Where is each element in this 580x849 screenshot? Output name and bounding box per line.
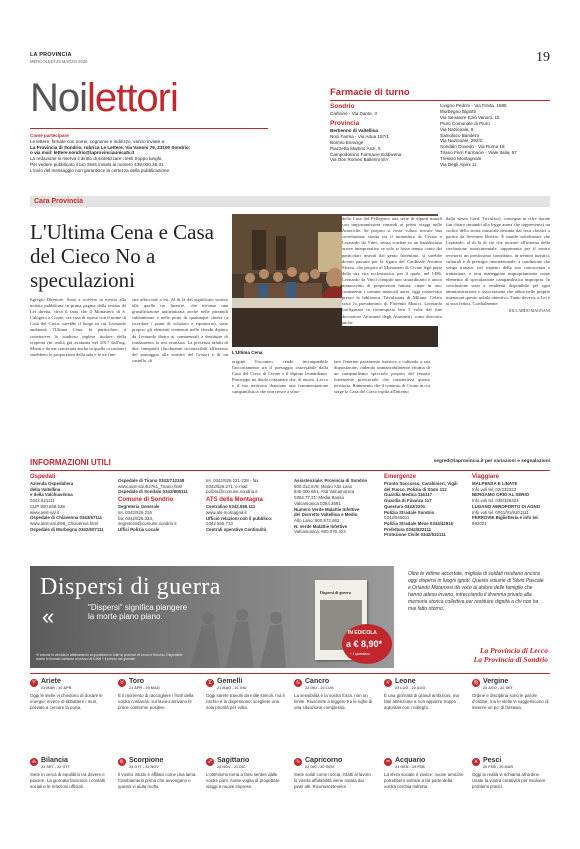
horoscope-sign-name: Toro	[129, 678, 145, 685]
info-line: CUP 800.638.638	[30, 503, 65, 509]
horoscope-dates: 21 APR - 20 MAG	[129, 686, 160, 690]
horoscope-dates: 22 DIC - 20 GEN	[305, 765, 334, 769]
intro-line: La redazione si riserva il diritto di sintetizzare i testi troppo lunghi.	[30, 156, 163, 162]
farmacie-item: Morbegno Bigiotti	[440, 108, 476, 114]
zodiac-acquario-icon: ♒	[385, 759, 391, 765]
book-cover-title: Dispersi di guerra	[320, 590, 351, 595]
info-col-assistenziale	[294, 478, 380, 535]
zodiac-scorpione-icon: ♏	[119, 759, 125, 765]
horoscope-dates: 21 MAG - 21 GIU	[217, 686, 247, 690]
horoscope-dates: 21 MAR - 20 APR	[41, 686, 72, 690]
farmacie-col-2	[440, 103, 552, 168]
info-divider	[30, 470, 550, 471]
zodiac-bilancia-icon: ♎	[31, 759, 37, 765]
farmacie-item: Via Nazionale, 5	[440, 126, 474, 132]
info-line: 892021	[472, 520, 487, 526]
horoscope-sign-name: Gemelli	[217, 678, 243, 685]
info-line: Numero Verde Malattie Infettive	[294, 506, 360, 512]
farmacie-item: Bormio Enrange	[330, 139, 364, 145]
farmacie-divider	[330, 100, 550, 101]
info-col-ats	[206, 478, 290, 533]
info-line: 840.000.661; Alta Valcamonica	[294, 489, 355, 495]
info-heading-ats: ATS della Montagna	[206, 497, 263, 504]
info-heading-ospedali: Ospedali	[30, 474, 56, 480]
horoscope-text: È una giornata di grandi ambizioni, ma fate attenzione a non apparire troppo autoritari con i colleghi.	[384, 693, 459, 710]
horoscope-dates: 23 LUG - 22 AGO	[395, 686, 426, 690]
horoscope-sign-name: Leone	[395, 678, 416, 685]
horoscope-text: La sfera sociale è vivace: nuove amicizie potrebbero entrare a far parte della vostra cerchia ristretta.	[384, 772, 464, 789]
info-line: tel. 0342/526.221-228 - fax	[206, 478, 259, 483]
zodiac-ariete-icon: ♈	[31, 680, 37, 686]
farmacie-item: Carbone - Via Dante, 3	[330, 111, 377, 116]
farmacie-item: Sondalo Dovedo - Via Roma 18	[440, 144, 505, 150]
info-line: LUGANO AEROPORTO DI AGNO	[472, 503, 541, 509]
article-col-2: stre affacciate a est. Al di là del significato sotteso alle quelle tre finestre, che trovano una giustificazione antitrinitaria anche nelle piramidi sublaminare e nelle porte di qualunque chiesa (a ricordare i punti di solstizio e equinozio), sono proprio gli elementi contenuti nello sfondo dipinto da Leonardo dietro ai commensali a destituire di fondamento la tesi avanzata. La presenza infatti di due campanili (facilmente riconoscibili all'interno del paesaggio alla sinistra del Cristo) e di un castello, di	[132, 297, 228, 363]
horoscope-dates: 23 OTT - 22 NOV	[129, 765, 159, 769]
horoscope-text: L'ottimismo torna a farsi sentire dalle vostre parti. Avete voglia di progettare viaggi a nuove imprese.	[206, 772, 280, 789]
info-line: Centrali operative Continuità	[206, 526, 267, 532]
horoscope-sign-name: Capricorno	[305, 757, 343, 764]
info-line: Pronto Soccorso, Carabinieri, Vigili	[384, 481, 458, 486]
info-title: INFORMAZIONI UTILI	[30, 458, 111, 467]
article-col-6	[446, 216, 550, 315]
info-line: del Distretto Valtellina e Medio	[294, 512, 358, 518]
intro-line: Per vedere pubblicato il tuo SMS invialo al numero 439.000.36.31	[30, 161, 164, 167]
article-col-1: Egregio Direttore, Sono a scrivere in merito alla notizia pubblicata in prima pagina dalla testata da Lei diretta, circa il fatto che il Monastero di S. Calogero a Civate, ora casa di riposo con il nome di Casa del Cieco, sarebbe il luogo in cui Leonardo ambientò l'Ultima Cena. In particolare, a convincere lo studioso inglese titolare della scoperta (in realtà già avanzata nel 2017 dall'ing. Monti e da me contestata anche in quella occasione) sarebbero le proporzioni della sala e le tre fine-	[30, 297, 126, 357]
info-line: Info voli tel. 0041/91/6101111	[472, 509, 529, 515]
zodiac-gemelli-icon: ♊	[207, 680, 213, 686]
issue-date: MERCOLEDÌ 25 MARZO 2026	[30, 59, 88, 64]
farmacie-item: Via Degli Alpini 11	[440, 162, 477, 168]
info-col-emergenze	[384, 474, 468, 538]
info-line: Ufficio relazioni con il pubblico:	[206, 515, 273, 521]
info-line: Valcamonica 0364.3691	[294, 500, 341, 506]
info-line: Alto Lario: 800.572.662	[294, 517, 340, 523]
info-mail[interactable]: segred@laprovincia.it per variazioni e segnalazioni	[433, 459, 550, 464]
price-badge-note: + il quotidiano	[350, 652, 370, 656]
info-line: MALPENSA E LINATE	[472, 481, 518, 486]
article-col-5: della Casa del Pellegrino una serie di dipinti murali con importantissimi rimandi ai primi viaggi nelle Americhe. Se proprio si fosse voluto trovare una correlazione stretta tra il monastero di Civate e Leonardo da Vinci, senza scadere in un banalissimo errore interpretativo se solo si fosse tenuto conto dei particolari inseriti dal genio fiorentino, si sarebbe dovuti passare per la figura del Cardinale Ascanio Sforza, che proprio al Monastero di Civate legò parte della sua vita ecclesiastica, per il quale, nel 1486, Leonardo da Vinci compilò uno straordinario e unico manoscritto di proporzioni fattura, citate in uso, contenente i comuni musicali aurei, oggi conservato presso la biblioteca Trivulziana di Milano. Celato sotto lo pseudonimo di Florentii Musici, Leonardo (raffigurato in frontespizio ben 5 volte dal fine decoratore Attavante degli Attavanti), come descritto anche	[342, 216, 442, 325]
section-title	[30, 76, 178, 120]
farmacie-item: Campodolcino Farmacie Eddiwena	[330, 151, 402, 157]
info-heading-viaggiare: Viaggiare	[472, 474, 499, 480]
info-line: Ospedale di Sondalo 0342/808111	[118, 489, 188, 495]
horoscope-sign-name: Acquario	[395, 757, 426, 764]
info-line: Valcamonica: 800.076.323	[294, 529, 346, 535]
info-col-comune	[118, 478, 202, 533]
info-col-ospedali	[30, 474, 114, 532]
image-caption: L'Ultima Cena	[232, 350, 263, 355]
info-line: BERGAMO ORIO AL SERIO	[472, 492, 530, 498]
info-line: Questura 0342/2201	[384, 503, 426, 509]
farmacie-item: Samolaco Bandera	[440, 132, 480, 138]
farmacie-item: Piazzetta Martino Anzi, 5	[330, 145, 381, 151]
info-line: 0342.555.713	[206, 521, 233, 527]
info-line: e della Valchiavenna	[30, 492, 73, 498]
article-col-6-text: dallo stesso Card. Trivulzio), consegna in cifre dorate (un chiaro rimando alla legge aurea che rappresenta) un codice della storia musicale desunta dai testi classici a partire da Severino Boezio. È inutile sottolineare che Leonardo, al di là di ciò che incarnò all'interno della rivoluzione rinascimentale, rappresenta per il nostro territorio un prestissimo contributo, in termini turistici, culturali e di prestigio internazionale, a condizione che venga trattato; nel rispetto della sua conoscenza e trattazione, e non maneggiato impropriamente come elemento di speculazione campanilistica impropria. In conclusione sono a rendermi disponibile per ogni amministrazione o associazione che abbia nelle proprie intenzioni questo nobile obiettivo. Tanto doveva, a Lei e ai suoi lettori. Cordialmente	[446, 216, 550, 307]
article-title: L'Ultima Cena e Casa del Cieco No a speculazioni	[30, 220, 214, 292]
info-line: 800.312.678; Medio Alto Lario	[294, 483, 353, 489]
horoscope-text: La sensibilità è la vostra forza, non un limite. Riuscirete a leggere tra le righe di una situazione complessa.	[294, 693, 373, 710]
info-line: Polizia Stradale Mese 0343/42816	[384, 520, 454, 526]
section-bar-label: Cara Provincia	[34, 197, 84, 205]
zodiac-capricorno-icon: ♑	[295, 759, 301, 765]
info-line: Azienda Ospedaliera	[30, 481, 74, 486]
price-badge-label: IN EDICOLA	[348, 630, 377, 636]
title-divider	[30, 128, 268, 129]
horoscope-sign-name: Sagittario	[217, 757, 250, 764]
info-line[interactable]: polizia@comune.sondrio.it	[206, 489, 258, 495]
intro-label: Come partecipare	[30, 133, 69, 138]
section-bar	[30, 196, 550, 207]
info-line: Info voli tel. 035/326323	[472, 498, 519, 504]
info-col-viaggiare	[472, 474, 552, 527]
intro-email-line[interactable]: o via mail: lettere.sondrio@laprovinciaunicatv.it	[30, 150, 135, 156]
intro-line: L'invio del messaggio non garantisce la certezza della pubblicazione.	[30, 167, 171, 173]
intro-line: La Provincia di Sondrio, rubrica Le Lettere, Via Vanoni 79, 23100 Sondrio;	[30, 144, 191, 150]
farmacie-item: Piuro Comunale di Piuro	[440, 120, 490, 126]
horoscope-dates: 23 SET - 22 OTT	[41, 765, 70, 769]
info-line: 0342/545011	[384, 515, 410, 521]
info-line: Polizia Stradale Sondrio	[384, 509, 435, 515]
farmacie-town-sondrio: Sondrio	[330, 103, 355, 110]
info-line: 0342.521111	[30, 498, 55, 504]
zodiac-vergine-icon: ♍	[473, 680, 479, 686]
horoscope-text: Ordine e disciplina sono le parole d'ordine, ma le stelle vi suggeriscono di inserire un po' di fantasia.	[472, 693, 549, 710]
info-line: 0364.77.21; Media Bassa	[294, 495, 344, 501]
horoscope-sign-name: Scorpione	[129, 757, 164, 764]
info-line: Prefettura 0342/532111	[384, 526, 432, 532]
farmacie-item: Noci Farma - Via Adua 157/1	[330, 133, 389, 139]
info-line: 0342/526.271, e-mail:	[206, 483, 249, 489]
page-number: 19	[536, 50, 550, 65]
horoscope-dates: 22 GIU - 22 LUG	[305, 686, 334, 690]
section-title-noi: Noi	[30, 76, 88, 120]
farmacie-item: Tirano Ferri Farmacie - Viale Italia, 57	[440, 150, 517, 156]
horoscope-dates: 20 FEB - 20 MAR	[483, 765, 514, 769]
horoscope-text: Oggi la realtà vi richiama all'ordine. Usate la vostra creatività per risolvere problemi pratici.	[472, 772, 546, 789]
article-signature: RICCARDO MAGNANI	[508, 308, 550, 314]
horoscope-text: Siete solidi come roccia, infatti al lavoro la vostra affidabilità viene notata dai piani alti. Riconoscetevelo!	[294, 772, 371, 789]
info-line: Guardia di Finanza 117	[384, 498, 432, 504]
article-col-4: tare l'enorme patrimonio turistico e culturale a sua disposizione, cadendo immancabilmente vittima di un campanilismo spicciolo proprio del tessuto fortemente provinciale che caratterizza questo territorio. Rammento che il contesto di Civate in cui sorge la Casa del Cieco ospita all'interno	[334, 359, 430, 395]
info-line[interactable]: segreteria@comune.sondrio.it	[118, 521, 177, 527]
info-line[interactable]: www.asst-val.it/2761_Tirano.html	[118, 483, 183, 489]
info-line[interactable]: www.asst-val.it/98_Chiavenna.html	[30, 520, 99, 526]
info-line: Ospedale di Morbegno 0342/607111	[30, 526, 104, 532]
info-line: Ospedale di Chiavenna 0343/67111	[30, 515, 103, 521]
section-title-lettori: lettori	[87, 76, 178, 120]
info-line: Ospedale di Tirano 0342/712248	[118, 478, 185, 483]
info-line: Uffici Polizia Locale	[118, 526, 160, 532]
horoscope-text: Il vostro intuito è affilato come una lama. Cambiamenti prima che avvengano e questo vi aiuta molto.	[118, 772, 197, 789]
ad-brand-lecco: La Provincia di Lecco	[479, 646, 548, 655]
farmacie-item: Via Senatore Ezio Vanoni, 15	[440, 114, 500, 120]
horoscope-sign-name: Ariete	[41, 678, 61, 685]
zodiac-sagittario-icon: ♐	[207, 759, 213, 765]
horoscope-sign-name: Bilancia	[41, 757, 68, 764]
intro-line: Le lettere, firmate con nome, cognome e indirizzo, vanno inviate a:	[30, 138, 166, 144]
ad-description: Oltre le vittime accertate, migliaia di soldati risultano ancora oggi dispersi in luoghi ignoti. Questo volume di Silvio Pascale e Orlando Motarossi dà voce al dolore delle famiglie che hanno atteso invano, intrecciando il dramma privato alla memoria storica collettiva per restituire dignità a chi non ha mai fatto ritorno.	[408, 571, 544, 612]
farmacie-title: Farmacie di turno	[330, 87, 410, 98]
zodiac-leone-icon: ♌	[385, 680, 391, 686]
quote-mark-icon: «	[42, 604, 55, 629]
horoscope-divider	[30, 673, 550, 674]
info-line: FERROVIE Biglietteria e info tel.	[472, 515, 539, 521]
horoscope-sign-name: Vergine	[483, 678, 509, 685]
horoscope-dates: 23 AGO - 22 SET	[483, 686, 513, 690]
farmacie-town-provincia: Provincia	[330, 119, 360, 127]
info-heading-comune: Comune di Sondrio	[118, 497, 174, 504]
zodiac-pesci-icon: ♓	[473, 759, 479, 765]
farmacie-item: Tresivio Montagnani	[440, 156, 482, 162]
horoscope-text: Oggi sarete travolti da mille stimoli, ma il rischio è la dispersione: scegliete una sola priorità per volta.	[206, 693, 285, 710]
ad-title: Dispersi di guerra	[40, 574, 221, 600]
info-line[interactable]: www.asst-val.it	[30, 509, 60, 515]
info-line: Centralino 0342.555.111	[206, 504, 256, 510]
horoscope-sign-name: Cancro	[305, 678, 330, 685]
info-line[interactable]: www.ats-montagna.it	[206, 509, 247, 515]
farmacie-item: Berbenno di Valtellina	[330, 127, 378, 133]
newspaper-name: LA PROVINCIA	[30, 52, 72, 58]
ad-quote: "Dispersi" significa piangere la morte piano piano.	[88, 603, 188, 621]
article-col-3: origine Visconteo, rende incompatibile l'accostamento tra il paesaggio osservabile dalla Casa del Cieco di Civate e il dipinto leonardiano. Purtroppo mi duole constatare che, di nuovo, Lecco e il suo territorio denotano una frammentazione campanilistica che non riesce a sfrut-	[232, 359, 328, 395]
ad-brand-sondrio: La Provincia di Sondrio	[473, 655, 548, 664]
info-line: tel. 0342/526.216	[118, 509, 152, 515]
zodiac-toro-icon: ♉	[119, 680, 125, 686]
info-line: Guardia Medica 116117	[384, 492, 433, 498]
horoscope-sign-name: Pesci	[483, 757, 502, 764]
intro-box	[30, 133, 270, 174]
info-line: Assistenziale: Provincia di Sondrio	[294, 478, 368, 483]
info-heading-emergenze: Emergenze	[384, 474, 417, 480]
horoscope-text: È il momento di raccogliere i frutti della vostra costanza: sul lavoro arrivano le prime conferme positive.	[118, 693, 194, 710]
farmacie-item: Via Don Romeo Ballerini 8/A	[330, 157, 389, 163]
info-line: del Fuoco, Polizia di Stato 112	[384, 486, 447, 492]
ad-fine-print: *Il volume in vendita in abbinamento al quotidiano in tutte le province di Lecco e Sondrio. Disponibile anche in formato cartaceo al prezzo di 8,90€ + il prezzo del giornale.	[36, 653, 183, 662]
info-line: Protezione Civile 0342/532111	[384, 532, 446, 538]
horoscope-text: Siete in cerca di equilibrio tra dovere e piacere. La giornata favorisce i contatti sociali e le relazioni ufficiali.	[30, 772, 106, 789]
info-line: fax 0342/526.333,	[118, 515, 154, 521]
info-line: Info voli tel. 02/232323	[472, 486, 517, 492]
farmacie-item: Via Nazionale, 292/C	[440, 138, 484, 144]
farmacie-item: Livigno Pedrini - Via Freita, 1585	[440, 103, 507, 108]
info-line: della Valtellina	[30, 486, 61, 492]
horoscope-dates: 21 GEN - 19 FEB	[395, 765, 425, 769]
horoscope-text: Oggi le stelle vi chiedono di dosare le energie: invece di abbattere i muri, provate a cercare la porta.	[30, 693, 103, 710]
horoscope-dates: 23 NOV - 21 DIC	[217, 765, 246, 769]
info-line: Segreteria Generale	[118, 504, 160, 510]
info-line: N. Verde Malattie Infettive	[294, 523, 348, 529]
zodiac-cancro-icon: ♋	[295, 680, 301, 686]
price-badge-price: a € 8,90*	[346, 639, 383, 649]
ad-brand	[460, 646, 548, 664]
